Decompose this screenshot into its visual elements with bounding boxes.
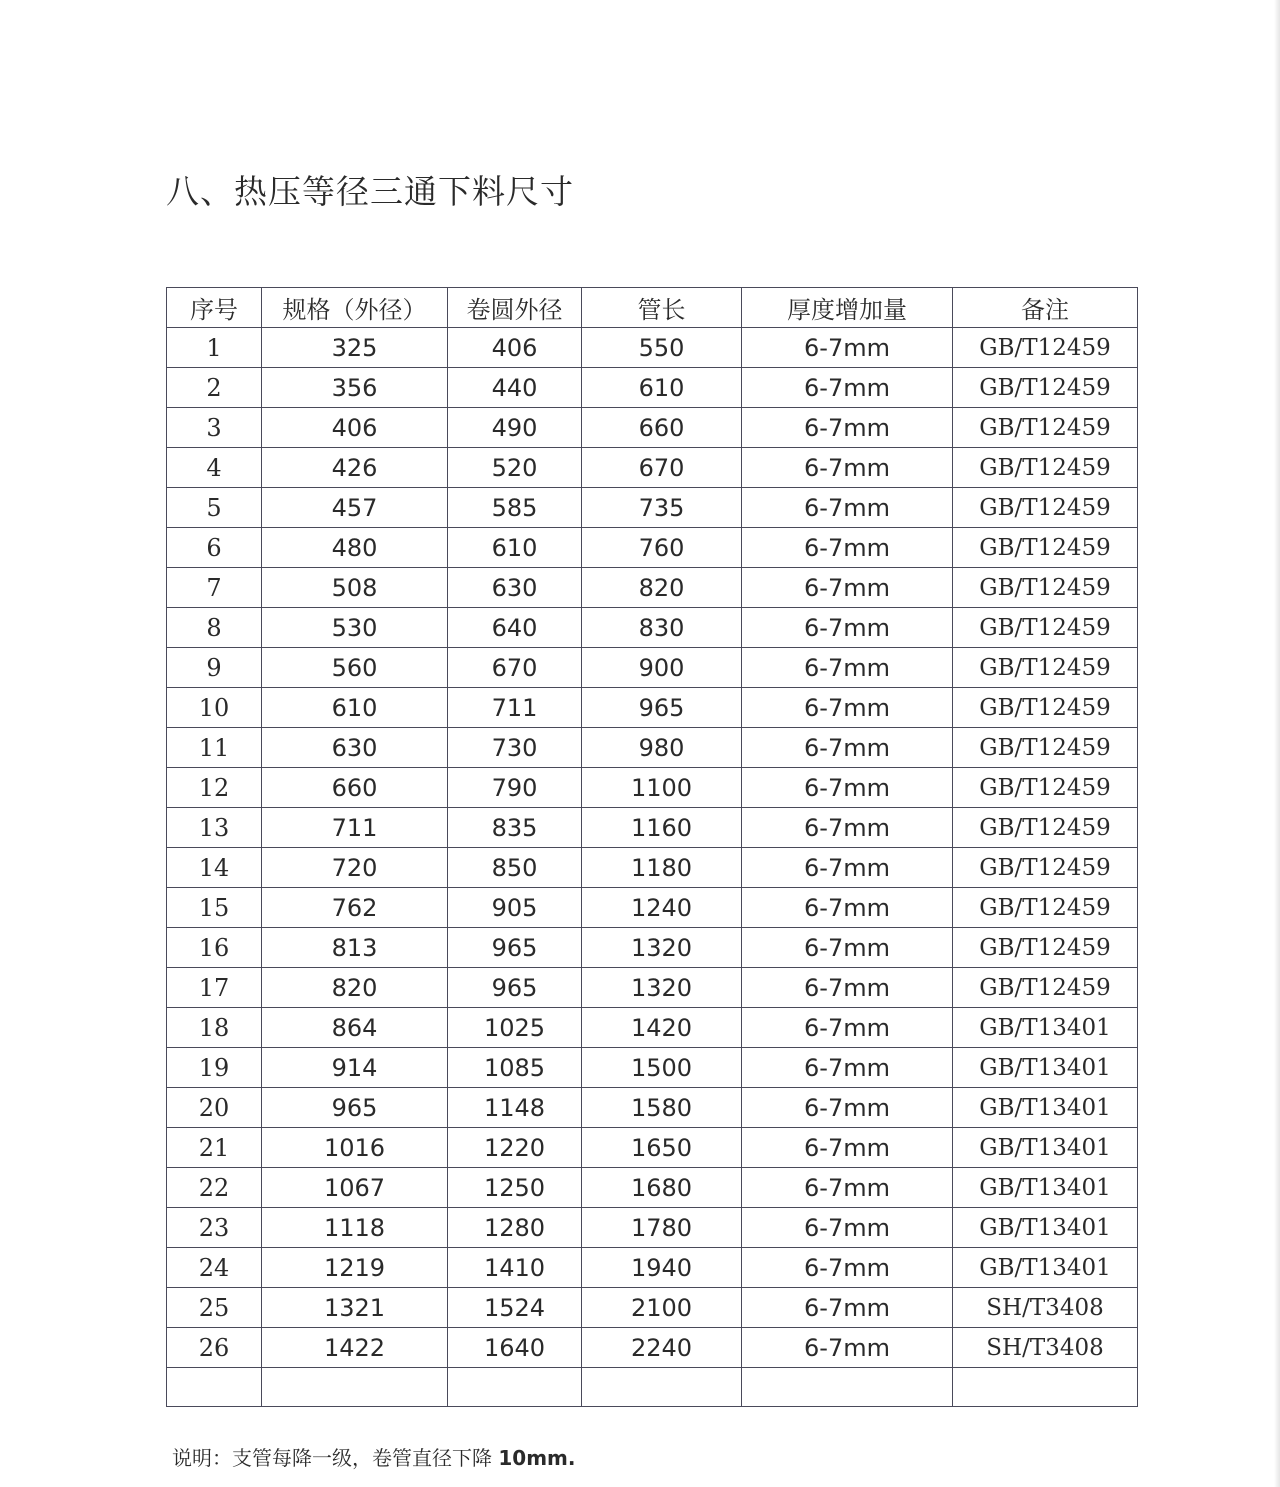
empty-cell	[953, 1368, 1138, 1407]
footnote-value: 10mm.	[498, 1446, 576, 1470]
cell-index: 16	[167, 928, 262, 968]
cell-thickness-increase: 6-7mm	[742, 688, 953, 728]
cell-rolled-od: 1640	[448, 1328, 582, 1368]
cell-index: 20	[167, 1088, 262, 1128]
cell-spec-od: 813	[262, 928, 448, 968]
header-remark: 备注	[953, 288, 1138, 328]
table-row	[167, 368, 1138, 408]
cell-spec-od: 660	[262, 768, 448, 808]
table-row	[167, 528, 1138, 568]
header-pipe-length: 管长	[582, 288, 742, 328]
empty-cell	[742, 1368, 953, 1407]
table-row	[167, 1328, 1138, 1368]
cell-thickness-increase: 6-7mm	[742, 1008, 953, 1048]
cell-spec-od: 406	[262, 408, 448, 448]
cell-rolled-od: 490	[448, 408, 582, 448]
cell-spec-od: 1016	[262, 1128, 448, 1168]
cell-spec-od: 480	[262, 528, 448, 568]
cell-rolled-od: 670	[448, 648, 582, 688]
cell-spec-od: 560	[262, 648, 448, 688]
cell-index: 6	[167, 528, 262, 568]
table-row	[167, 888, 1138, 928]
cell-rolled-od: 1410	[448, 1248, 582, 1288]
cell-rolled-od: 640	[448, 608, 582, 648]
cell-spec-od: 426	[262, 448, 448, 488]
cell-remark: GB/T12459	[953, 648, 1138, 688]
cell-thickness-increase: 6-7mm	[742, 608, 953, 648]
cell-rolled-od: 520	[448, 448, 582, 488]
cell-thickness-increase: 6-7mm	[742, 1248, 953, 1288]
cell-index: 13	[167, 808, 262, 848]
table-row	[167, 808, 1138, 848]
cell-index: 8	[167, 608, 262, 648]
table-row	[167, 328, 1138, 368]
cell-spec-od: 530	[262, 608, 448, 648]
cell-pipe-length: 2240	[582, 1328, 742, 1368]
cell-spec-od: 1219	[262, 1248, 448, 1288]
cell-pipe-length: 1420	[582, 1008, 742, 1048]
cell-spec-od: 965	[262, 1088, 448, 1128]
cell-pipe-length: 1780	[582, 1208, 742, 1248]
cell-remark: GB/T13401	[953, 1008, 1138, 1048]
cell-remark: SH/T3408	[953, 1328, 1138, 1368]
cell-remark: GB/T12459	[953, 328, 1138, 368]
table-row	[167, 688, 1138, 728]
cell-index: 24	[167, 1248, 262, 1288]
cell-spec-od: 508	[262, 568, 448, 608]
table-row	[167, 1208, 1138, 1248]
table-row	[167, 608, 1138, 648]
table-row	[167, 1128, 1138, 1168]
cell-pipe-length: 735	[582, 488, 742, 528]
table-row	[167, 408, 1138, 448]
cell-rolled-od: 1148	[448, 1088, 582, 1128]
cell-spec-od: 457	[262, 488, 448, 528]
table-row	[167, 968, 1138, 1008]
cell-thickness-increase: 6-7mm	[742, 928, 953, 968]
cell-spec-od: 1067	[262, 1168, 448, 1208]
cell-spec-od: 356	[262, 368, 448, 408]
table-header-row	[167, 288, 1138, 328]
cell-index: 12	[167, 768, 262, 808]
cell-spec-od: 630	[262, 728, 448, 768]
table-row	[167, 1088, 1138, 1128]
cell-pipe-length: 830	[582, 608, 742, 648]
cell-rolled-od: 1280	[448, 1208, 582, 1248]
cell-thickness-increase: 6-7mm	[742, 728, 953, 768]
cell-rolled-od: 730	[448, 728, 582, 768]
cell-remark: GB/T12459	[953, 808, 1138, 848]
cell-index: 26	[167, 1328, 262, 1368]
empty-cell	[262, 1368, 448, 1407]
cell-spec-od: 325	[262, 328, 448, 368]
cell-rolled-od: 850	[448, 848, 582, 888]
cell-pipe-length: 1160	[582, 808, 742, 848]
cell-index: 5	[167, 488, 262, 528]
header-spec-od: 规格（外径）	[262, 288, 448, 328]
empty-cell	[448, 1368, 582, 1407]
cell-index: 18	[167, 1008, 262, 1048]
cell-pipe-length: 1680	[582, 1168, 742, 1208]
cell-spec-od: 914	[262, 1048, 448, 1088]
cell-remark: GB/T13401	[953, 1088, 1138, 1128]
empty-cell	[582, 1368, 742, 1407]
cell-thickness-increase: 6-7mm	[742, 488, 953, 528]
cell-rolled-od: 965	[448, 968, 582, 1008]
cell-pipe-length: 965	[582, 688, 742, 728]
cell-rolled-od: 790	[448, 768, 582, 808]
cell-thickness-increase: 6-7mm	[742, 848, 953, 888]
cell-remark: GB/T13401	[953, 1128, 1138, 1168]
cell-thickness-increase: 6-7mm	[742, 528, 953, 568]
empty-cell	[167, 1368, 262, 1407]
table-row	[167, 1248, 1138, 1288]
cell-index: 14	[167, 848, 262, 888]
cell-remark: GB/T12459	[953, 448, 1138, 488]
cell-rolled-od: 905	[448, 888, 582, 928]
table-row	[167, 728, 1138, 768]
footnote	[172, 1442, 575, 1471]
cell-remark: GB/T12459	[953, 968, 1138, 1008]
cell-index: 4	[167, 448, 262, 488]
cell-rolled-od: 406	[448, 328, 582, 368]
cell-index: 21	[167, 1128, 262, 1168]
cell-remark: GB/T12459	[953, 688, 1138, 728]
cell-thickness-increase: 6-7mm	[742, 888, 953, 928]
cell-thickness-increase: 6-7mm	[742, 1088, 953, 1128]
table-row	[167, 648, 1138, 688]
cell-remark: GB/T13401	[953, 1048, 1138, 1088]
footnote-text: 说明：支管每降一级，卷管直径下降	[172, 1446, 499, 1470]
cell-thickness-increase: 6-7mm	[742, 448, 953, 488]
table-row	[167, 768, 1138, 808]
cell-index: 7	[167, 568, 262, 608]
cell-remark: GB/T13401	[953, 1248, 1138, 1288]
cell-index: 19	[167, 1048, 262, 1088]
cell-remark: GB/T12459	[953, 728, 1138, 768]
table-row	[167, 448, 1138, 488]
cell-index: 15	[167, 888, 262, 928]
cell-pipe-length: 1650	[582, 1128, 742, 1168]
cell-spec-od: 1321	[262, 1288, 448, 1328]
cell-spec-od: 820	[262, 968, 448, 1008]
table-row	[167, 1008, 1138, 1048]
cell-remark: GB/T12459	[953, 528, 1138, 568]
table-row-empty	[167, 1368, 1138, 1407]
cell-index: 1	[167, 328, 262, 368]
cell-rolled-od: 585	[448, 488, 582, 528]
cell-pipe-length: 660	[582, 408, 742, 448]
cell-remark: GB/T13401	[953, 1168, 1138, 1208]
cell-rolled-od: 1025	[448, 1008, 582, 1048]
cell-spec-od: 610	[262, 688, 448, 728]
cell-rolled-od: 1085	[448, 1048, 582, 1088]
cell-pipe-length: 2100	[582, 1288, 742, 1328]
header-rolled-od: 卷圆外径	[448, 288, 582, 328]
header-index: 序号	[167, 288, 262, 328]
cell-index: 9	[167, 648, 262, 688]
cell-pipe-length: 610	[582, 368, 742, 408]
cell-remark: GB/T12459	[953, 848, 1138, 888]
cell-pipe-length: 980	[582, 728, 742, 768]
table-row	[167, 1048, 1138, 1088]
table-row	[167, 568, 1138, 608]
cell-pipe-length: 820	[582, 568, 742, 608]
cell-remark: GB/T12459	[953, 888, 1138, 928]
cell-remark: SH/T3408	[953, 1288, 1138, 1328]
cell-thickness-increase: 6-7mm	[742, 1048, 953, 1088]
cell-pipe-length: 550	[582, 328, 742, 368]
cell-thickness-increase: 6-7mm	[742, 1168, 953, 1208]
cell-rolled-od: 1250	[448, 1168, 582, 1208]
cell-pipe-length: 1320	[582, 928, 742, 968]
cell-remark: GB/T12459	[953, 768, 1138, 808]
cell-pipe-length: 1180	[582, 848, 742, 888]
page-title: 八、热压等径三通下料尺寸	[166, 172, 574, 211]
cell-thickness-increase: 6-7mm	[742, 808, 953, 848]
cell-pipe-length: 1940	[582, 1248, 742, 1288]
cell-rolled-od: 610	[448, 528, 582, 568]
cell-thickness-increase: 6-7mm	[742, 968, 953, 1008]
spec-table	[166, 287, 1138, 1407]
cell-pipe-length: 1100	[582, 768, 742, 808]
cell-thickness-increase: 6-7mm	[742, 408, 953, 448]
header-thickness-increase: 厚度增加量	[742, 288, 953, 328]
cell-index: 17	[167, 968, 262, 1008]
cell-thickness-increase: 6-7mm	[742, 1328, 953, 1368]
cell-spec-od: 864	[262, 1008, 448, 1048]
cell-spec-od: 1422	[262, 1328, 448, 1368]
cell-remark: GB/T13401	[953, 1208, 1138, 1248]
cell-index: 10	[167, 688, 262, 728]
cell-rolled-od: 965	[448, 928, 582, 968]
table-row	[167, 488, 1138, 528]
table-row	[167, 928, 1138, 968]
cell-rolled-od: 1524	[448, 1288, 582, 1328]
table-body	[167, 328, 1138, 1407]
cell-thickness-increase: 6-7mm	[742, 1208, 953, 1248]
cell-thickness-increase: 6-7mm	[742, 768, 953, 808]
cell-pipe-length: 760	[582, 528, 742, 568]
cell-pipe-length: 900	[582, 648, 742, 688]
cell-index: 2	[167, 368, 262, 408]
cell-remark: GB/T12459	[953, 408, 1138, 448]
cell-rolled-od: 1220	[448, 1128, 582, 1168]
cell-spec-od: 720	[262, 848, 448, 888]
cell-remark: GB/T12459	[953, 488, 1138, 528]
cell-pipe-length: 1500	[582, 1048, 742, 1088]
table-row	[167, 1288, 1138, 1328]
cell-rolled-od: 440	[448, 368, 582, 408]
cell-pipe-length: 1240	[582, 888, 742, 928]
cell-index: 25	[167, 1288, 262, 1328]
cell-thickness-increase: 6-7mm	[742, 368, 953, 408]
page-edge-shadow	[1274, 0, 1280, 1487]
cell-spec-od: 762	[262, 888, 448, 928]
table-row	[167, 1168, 1138, 1208]
cell-remark: GB/T12459	[953, 608, 1138, 648]
cell-thickness-increase: 6-7mm	[742, 648, 953, 688]
cell-thickness-increase: 6-7mm	[742, 568, 953, 608]
cell-rolled-od: 630	[448, 568, 582, 608]
cell-index: 23	[167, 1208, 262, 1248]
table-row	[167, 848, 1138, 888]
cell-spec-od: 711	[262, 808, 448, 848]
cell-remark: GB/T12459	[953, 368, 1138, 408]
cell-spec-od: 1118	[262, 1208, 448, 1248]
cell-pipe-length: 1580	[582, 1088, 742, 1128]
cell-thickness-increase: 6-7mm	[742, 1288, 953, 1328]
cell-index: 11	[167, 728, 262, 768]
cell-pipe-length: 1320	[582, 968, 742, 1008]
cell-thickness-increase: 6-7mm	[742, 328, 953, 368]
cell-rolled-od: 711	[448, 688, 582, 728]
cell-remark: GB/T12459	[953, 928, 1138, 968]
cell-rolled-od: 835	[448, 808, 582, 848]
cell-index: 3	[167, 408, 262, 448]
cell-pipe-length: 670	[582, 448, 742, 488]
cell-remark: GB/T12459	[953, 568, 1138, 608]
cell-index: 22	[167, 1168, 262, 1208]
cell-thickness-increase: 6-7mm	[742, 1128, 953, 1168]
